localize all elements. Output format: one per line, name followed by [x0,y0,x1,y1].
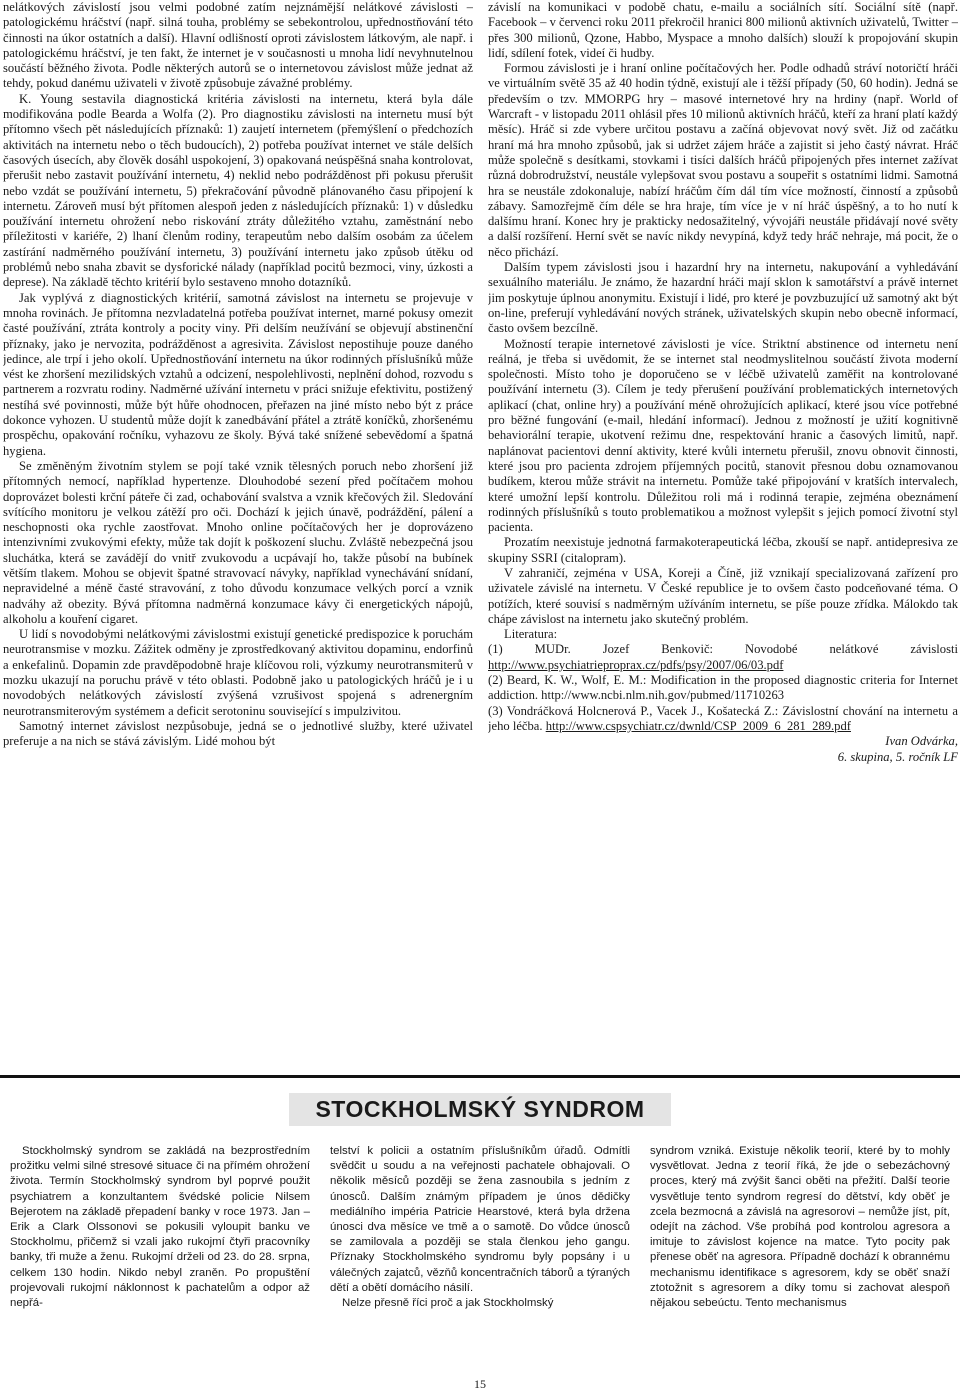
paragraph: Dalším typem závislosti jsou i hazardní hry na internetu, nakupování a vyhledávání sexuálního materiálu. Je známo, že hazardní hráči mají sklon k samotářství a právě internet jim poskytuje úplnou anonymitu. Existují i lidé, pro které je povzbuzující už samotný akt být on-line, preferují vyhledávání nových stránek, uživatelských skupin nebo obecně informací, často ovšem bezcílně. [488,260,958,336]
paragraph: K. Young sestavila diagnostická kritéria závislosti na internetu, která byla dále modifikována podle Bearda a Wolfa (2). Pro diagnostiku závislosti na internetu musí být přítomno všech pět následujících příznaků: 1) zaujetí internetem (přemýšlení o předchozích aktivitách na internetu nebo o těch budoucích), 2) potřeba používat internet ve stále delších časových úsecích, aby člověk dosáhl uspokojení, 3) opakovaná neúspěšná snaha kontrolovat, přerušit nebo zastavit používání internetu, 4) neklid nebo podrážděnost při pokusu přerušit nebo vzdát se používání internetu, 5) překračování původně plánovaného času připojení k internetu. Zároveň musí být přítomen alespoň jeden z následujících příznaků: 1) v důsledku používání internetu ohrožení nebo riskování ztráty důležitého vztahu, zaměstnání nebo příležitosti v kariéře, 2) lhaní členům rodiny, terapeutům nebo dalším osobám za účelem zastírání nadměrného používání internetu, 3) používání internetu jako způsob útěku od problémů nebo snaha zbavit se dysforické nálady (například pocitů bezmoci, viny, úzkosti a deprese). Na základě těchto kritérií bylo sestaveno mnoho dotazníků. [3,91,473,290]
article-title: STOCKHOLMSKÝ SYNDROM [289,1093,670,1126]
paragraph: Se změněným životním stylem se pojí také vznik tělesných poruch nebo zhoršení již přítomných nemocí, například hypertenze. Dlouhodobé sezení před počítačem mohou doprovázet bolesti krční páteře či zad, ochabování svalstva a vznik křečových žil. Sledování svítícího monitoru je velkou zátěží pro oči. Dochází k jejich únavě, podráždění, pálení a neschopnosti oka rychle zaostřovat. Mnoho online počítačových her je doprovázeno intenzivními zvukovými efekty, může tak dojít k poškození sluchu. Zvláště nebezpečná jsou sluchátka, která se zavádějí do vnitř zvukovodu a ucpávají ho, takže působí na bubínek větším tlakem. Mohou se objevit špatné stravovací návyky, například vynechávání snídaní, nepravidelné a méně časté stravování, z toho důvodu konzumace velkých porcí a vznik nadváhy až obezity. Bývá přítomna nadměrná konzumace kávy či energetických nápojů, alkoholu a kouření cigaret. [3,458,473,626]
paragraph: Možností terapie internetové závislosti je více. Striktní abstinence od internetu není reálná, je třeba si uvědomit, že se internet stal neodmyslitelnou součástí života moderní společnosti. Místo toho je doporučeno se v léčbě uživatelů zaměřit na kontrolované používání internetu (3). Cílem je tedy přerušení používání problematických internetových aplikací (chat, online hry) a používání méně ohrožujících aplikací, které jsou více potřebné pro běžné fungování (e-mail, hledání informací). Jednou z možností je užití kognitivně behaviorální terapie, ukotvení režimu dne, respektování hranic a časových limitů, např. naplánovat pacientovi denní aktivity, které kvůli internetu přerušil, znovu obnovit činnosti, které jsou pro pacienta zdrojem příjemných pocitů, stanovit přesnou dobu oznamovanou budíkem, kterou může strávit na internetu. Pomůže také připojování v kratších intervalech, které umožní lepší kontrolu. Důležitou roli má i rodinná terapie, zejména obeznámení rodinných příslušníků s touto problematikou a možnost vylepšit s jejich pomocí životní styl pacienta. [488,336,958,535]
author-affiliation: 6. skupina, 5. ročník LF [837,749,958,764]
page-number: 15 [474,1377,486,1391]
literature-heading: Literatura: [504,627,558,642]
paragraph: Prozatím neexistuje jednotná farmakoterapeutická léčba, zkouší se např. antidepresiva ze skupiny SSRI (citalopram). [488,535,958,565]
article-right-column [488,0,958,980]
author-name: Ivan Odvárka, [885,734,958,749]
reference-item: (1) MUDr. Jozef Benkovič: Novodobé nelátkové závislosti http://www.psychiatrieproprax.cz/pdfs/psy/2007/06/03.pdf [488,642,958,672]
reference-item: (2) Beard, K. W., Wolf, E. M.: Modification in the proposed diagnostic criteria for Internet addiction. http://www.ncbi.nlm.nih.gov/pubmed/11710263 [488,673,958,703]
paragraph: V zahraničí, zejména v USA, Koreji a Číně, již vznikají specializovaná zařízení pro uživatele závislé na internetu. V České republice je to ovšem často podceňované téma. O potížích, které souvisí s nadměrným užíváním internetu, se píše pouze zřídka. Málokdo tak chápe závislost na internetu jako skutečný problém. [488,565,958,626]
paragraph: Stockholmský syndrom se zakládá na bezprostředním prožitku velmi silné stresové situace či na přímém ohrožení života. Termín Stockholmský syndrom byl poprvé použit psychiatrem a konzultantem švédské policie Nilsem Bejerotem na základě přepadení banky v roce 1973. Jan – Erik a Clark Olssonovi se pokusili vyloupit banku ve Stockholmu, přičemž si vzali jako rukojmí čtyři pracovníky banky, tři muže a ženu. Rukojmí drželi od 23. do 28. srpna, celkem 130 hodin. Nikdo nebyl zraněn. Po propuštění projevovali rukojmí náklonnost k pachatelům a odpor až nepřá- [10,1145,310,1310]
paragraph: nelátkových závislostí jsou velmi podobné zatím nejznámější nelátkové závislosti – patologickému hráčství (např. silná touha, problémy se sebekontrolou, upřednostňování této činnosti na úkor ostatních a další). Hlavní odlišností oproti závislostem látkovým, ale např. i patologickému hráčství, je ten fakt, že internet je v současnosti u mnoha lidí nevyhnutelnou součástí běžného života. Podle některých autorů se o internetovou závislost může jednat až tehdy, pokud danému uživateli v životě způsobuje závažné problémy. [3,0,473,91]
paragraph: závislí na komunikaci v podobě chatu, e-mailu a sociálních sítí. Sociální sítě (např. Facebook – v červenci roku 2011 překročil hranici 800 milionů aktivních uživatelů, Twitter – přes 300 milionů, Qzone, Habbo, Myspace a mnoho dalších) slouží k propojování skupin lidí, sdílení fotek, videí či hudby. [488,0,958,60]
reference-link[interactable]: http://www.cspsychiatr.cz/dwnld/CSP_2009_6_281_289.pdf [545,718,851,733]
paragraph: Jak vyplývá z diagnostických kritérií, samotná závislost na internetu se projevuje v mnoha rovinách. Je přítomna nezvladatelná potřeba používat internet, marné pokusy omezit časté používání, ztráta kontroly a pocity viny. Při delším neužívání se objevují abstinenční příznaky, jako je nervozita, podrážděnost a agresivita. Závislost nepostihuje pouze daného jedince, ale trpí i jeho okolí. Upřednostňování internetu na úkor rodinných příslušníků může vést ke zhoršení mezilidských vztahů a odcizení, nespolehlivosti, neplnění dohod, rozvodu s partnerem a rozvratu rodiny. Nadměrné užívání internetu v práci snižuje efektivitu, postižený nestíhá své povinnosti, může být hůře ohodnocen, přeřazen na jiné místo nebo být z práce dokonce vyhozen. U studentů může dojít k zanedbávání přátel a ztrátě koníčků, zhoršenému prospěchu, opakování ročníku, vyhazovu ze školy. Bývá také snížené sebevědomí a špatná hygiena. [3,290,473,458]
stockholm-column-1 [10,1144,310,1368]
paragraph: telství k policii a ostatním příslušníkům úřadů. Odmítli svědčit u soudu a na veřejnosti pachatele obhajovali. O několik měsíců později se žena zasnoubila s jedním z únosců. Dalším známým případem je únos dědičky mediálního impéria Patricie Hearstové, která byla držena únosci dva měsíce ve tmě a o samotě. Do vůdce únosců se zamilovala a později se stala členkou jeho gangu. Příznaky Stockholmského syndromu byly popsány i u válečných zajatců, vězňů koncentračních táborů a týraných dětí a obětí domácího násilí. [330,1145,630,1294]
article-left-column [3,0,473,980]
stockholm-column-3 [650,1144,950,1368]
stockholm-column-2 [330,1144,630,1368]
paragraph: syndrom vzniká. Existuje několik teorií, které by to mohly vysvětlovat. Jedna z teorií říká, že jde o sebezáchovný proces, který má zvýšit šanci oběti na přežití. Další teorie vysvětluje tento syndrom regresí do dětství, kdy oběť je zcela bezmocná a závislá na agresorovi – nemůže jíst, pít, odejít na záchod. Vše probíhá pod kontrolou agresora a imituje to závislost kojence na matce. Tyto pocity pak přenese oběť na agresora. Případně dochází k obrannému mechanismu identifikace s agresorem, kdy se oběť snaží ztotožnit s agresorem a díky tomu si zachovat alespoň nějakou sebeúctu. Tento mechanismus [650,1145,950,1310]
paragraph: Formou závislosti je i hraní online počítačových her. Podle odhadů stráví notoričtí hráči ve virtuálním světě 35 až 40 hodin týdně, existují ale i těžší případy (50, 60 hodin). Jedná se především o tzv. MMORPG hry – masové internetové hry na hrdiny (např. World of Warcraft - v listopadu 2011 ohlásil přes 10 milionů aktivních hráčů, kteří za hraní platí každý měsíc). Hráč si zde vybere určitou postavu a začíná objevovat nový svět. Již od začátku hraní má hra mnoho způsobů, jak si udržet zájem hráče a zajistit si jeho častý návrat. Hráč může společně s desítkami, stovkami i tisíci dalších hráčů připojených přes internet zažívat různá dobrodružství, neustále vylepšovat svou postavu a soupeřit s ostatními lidmi. Samotná hra se neustále zdokonaluje, nabízí hráčům čím dál tím více možností, činností a způsobů zábavy. Samozřejmě čím déle se hra hraje, tím více je v ní hráč úspěšný, a to ho nutí k dalšímu hraní. Konec hry je prakticky nedosažitelný, vývojáři neustále přidávají nové světy a další rozšíření. Herní svět se navíc nikdy nevypíná, když tedy hráč nehraje, má pocit, že o něco přichází. [488,61,958,259]
stockholm-syndrome-article [0,1075,960,1368]
paragraph: U lidí s novodobými nelátkovými závislostmi existují genetické predispozice k poruchám neurotransmise v mozku. Zážitek odměny je zprostředkovaný aktivitou dopaminu, endorfinů a enkefalinů. Dopamin zde pravděpodobně hraje klíčovou roli, výzkumy neurotransmiterů v mozku ukazují na poruchu právě v této oblasti. Podobně jako u patologických hráčů je i u novodobých nelátkových závislostí zvýšená vzrušivost spojená s adrenergním neurotransmiterovým systémem a deficit serotoninu související s impulzivitou. [3,627,473,718]
paragraph: Nelze přesně říci proč a jak Stockholmský [342,1297,554,1310]
paragraph: Samotný internet závislost nezpůsobuje, jedná se o jednotlivé služby, které uživatel preferuje a na nich se stává závislým. Lidé mohou být [3,718,473,749]
reference-link[interactable]: http://www.psychiatrieproprax.cz/pdfs/psy/2007/06/03.pdf [488,657,784,672]
reference-item: (3) Vondráčková Holcnerová P., Vacek J., Košatecká Z.: Závislostní chování na internetu a jeho léčba. http://www.cspsychiatr.cz/dwnld/CSP_2009_6_281_289.pdf [488,703,958,733]
